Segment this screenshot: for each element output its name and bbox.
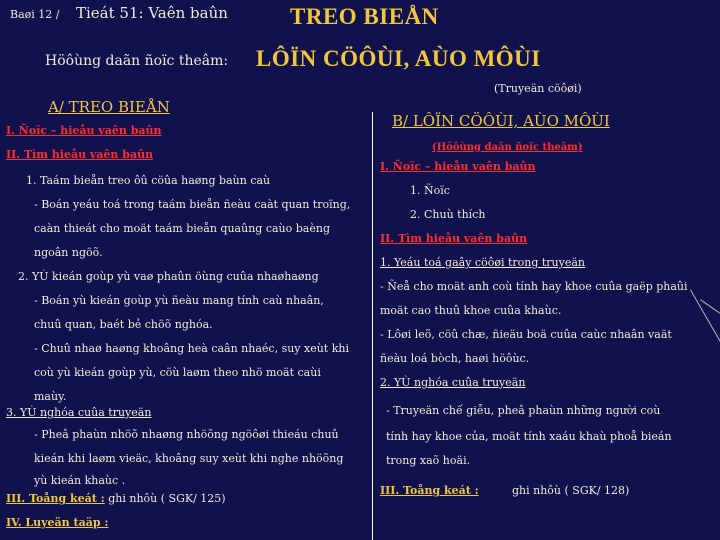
left-section-1: I. Ñoïc – hieåu vaên baûn [6, 124, 162, 137]
section-b-heading: B/ LÔÏN CÖÔÙI, AÙO MÔÙI [392, 112, 610, 130]
right-item-2: 2. Chuù thích [410, 208, 486, 221]
genre-note: (Truyeän cöôøi) [494, 82, 582, 95]
left-section-3-text: ghi nhôù ( SGK/ 125) [104, 492, 226, 505]
column-divider [372, 112, 373, 540]
right-line: tính hay khoe của, moät tính xaáu khaù phoå bieán [386, 430, 672, 443]
right-line: - Ñeå cho moät anh coù tính hay khoe cuûa gaëp phaûi [380, 280, 688, 293]
right-line: - Lôøi leõ, cöû chæ, ñieäu boä cuûa caùc nhaân vaät [380, 328, 672, 341]
lesson-prefix: Baøi 12 / [10, 8, 60, 21]
right-subheading-1: 1. Yeáu toá gaây cöôøi trong truyeän [380, 256, 586, 269]
right-line: - Truyeän chế giễu, pheâ phaùn những người coù [386, 404, 661, 417]
left-section-4 [6, 516, 108, 529]
right-section-3-text: ghi nhôù ( SGK/ 128) [512, 484, 630, 497]
guide-label: Höôùng daãn ñoïc theâm: [45, 53, 229, 69]
page-title-1: TREO BIEÅN [290, 4, 439, 29]
right-subnote: (Höôùng daãn ñoïc theâm) [432, 142, 583, 153]
left-line: kieán khi laøm vieäc, khoâng suy xeùt khi nghe nhöõng [34, 452, 344, 465]
left-section-3 [6, 492, 226, 505]
left-line: coù yù kieán goùp yù, cöù laøm theo nhö moät caùi [34, 366, 321, 379]
right-subheading-2: 2. YÙ nghóa cuûa truyeän [380, 376, 526, 389]
right-section-1: I. Ñoïc – hieåu vaên baûn [380, 160, 536, 173]
page-title-2: LÔÏN CÖÔÙI, AÙO MÔÙI [256, 46, 541, 71]
left-line: - Boán yù kieán goùp yù ñeàu mang tính caù nhaân, [34, 294, 324, 307]
left-line: caàn thieát cho moät taám bieån quaûng caùo baèng [34, 222, 330, 235]
right-line: moät cao thuû khoe cuûa khaùc. [380, 304, 562, 317]
left-line: - Boán yeáu toá trong taám bieån ñeàu caàt quan troïng, [34, 198, 351, 211]
lesson-title: Tieát 51: Vaên baûn [76, 4, 228, 22]
left-section-3-label: III. Toång keát : [6, 492, 105, 505]
left-line: 2. YÙ kieán goùp yù vaø phaûn öùng cuûa nhaøhaøng [18, 270, 319, 283]
right-section-2: II. Tìm hieåu vaên baûn [380, 232, 528, 245]
right-line: ñeàu loá bòch, haøi höôùc. [380, 352, 530, 365]
section-a-heading: A/ TREO BIEÅN [48, 98, 170, 116]
left-line: - Chuû nhaø haøng khoâng heà caân nhaéc, suy xeùt khi [34, 342, 349, 355]
left-section-4-label: IV. Luyeän taäp : [6, 516, 109, 529]
left-line: ngoân ngöõ. [34, 246, 103, 259]
right-item-1: 1. Ñoïc [410, 184, 450, 197]
left-line: maùy. [34, 390, 67, 403]
left-line: yù kieán khaùc . [34, 474, 126, 487]
left-line: - Pheâ phaùn nhöõ nhaøng nhöõng ngöôøi thieáu chuû [34, 428, 339, 441]
right-section-3-label: III. Toång keát : [380, 484, 479, 497]
decorative-line [690, 290, 720, 368]
right-line: trong xaõ hoäi. [386, 454, 471, 467]
left-line: 3. YÙ nghóa cuûa truyeän [6, 406, 152, 419]
left-line: 1. Taám bieån treo ôû cöûa haøng baùn caù [26, 174, 271, 187]
left-line: chuû quan, baét bẻ chöõ nghóa. [34, 318, 213, 331]
left-section-2: II. Tìm hieåu vaên baûn [6, 148, 154, 161]
